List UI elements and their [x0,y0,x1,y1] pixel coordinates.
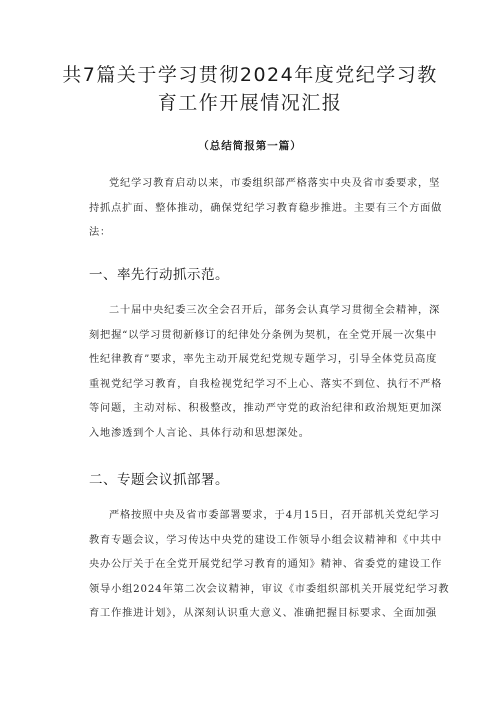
text-line: 育工作推进计划》，从深刻认识重大意义、准确把握目标要求、全面加强 [89,608,438,620]
text-line: 二十届中央纪委三次全会召开后，部务会认真学习贯彻全会精神，深 [109,305,441,316]
document-title-line-1: 共7篇关于学习贯彻2024年度党纪学习教 [62,64,438,86]
text-line: 教育专题会议，学习传达中央党的建设工作领导小组会议精神和《中共中 [89,534,443,546]
section-2-paragraph [89,504,450,627]
section-1-paragraph [89,299,443,447]
text-line: 入地渗透到个人言论、具体行动和思想深处。 [89,427,310,439]
text-line: 严格按照中央及省市委部署要求，于4月15日，召开部机关党纪学习 [109,510,441,521]
document-subtitle: （总结简报第一篇） [198,140,302,152]
section-heading-2: 二、专题会议抓部署。 [89,472,229,488]
text-line: 持抓点扩面、整体推动，确保党纪学习教育稳步推进。主要有三个方面做 [89,202,443,214]
text-line: 重视党纪学习教育，自我检视党纪学习不上心、落实不到位、执行不严格 [89,378,443,390]
document-title-line-2: 育工作开展情况汇报 [157,92,343,114]
intro-paragraph [89,172,443,246]
text-line: 央办公厅关于在全党开展党纪学习教育的通知》精神、省委党的建设工作 [89,559,443,571]
text-line: 刻把握“以学习贯彻新修订的纪律处分条例为契机，在全党开展一次集中 [89,329,438,341]
text-line: 法： [89,227,112,239]
text-line: 性纪律教育”要求，率先主动开展党纪党规专题学习，引导全体党员高度 [89,354,438,366]
text-line: 党纪学习教育启动以来，市委组织部严格落实中央及省市委要求，坚 [109,178,441,189]
section-heading-1: 一、率先行动抓示范。 [89,267,229,283]
text-line: 等问题，主动对标、积极整改，推动严守党的政治纪律和政治规矩更加深 [89,403,443,415]
text-line: 领导小组2024年第二次会议精神，审议《市委组织部机关开展党纪学习教 [89,583,450,595]
